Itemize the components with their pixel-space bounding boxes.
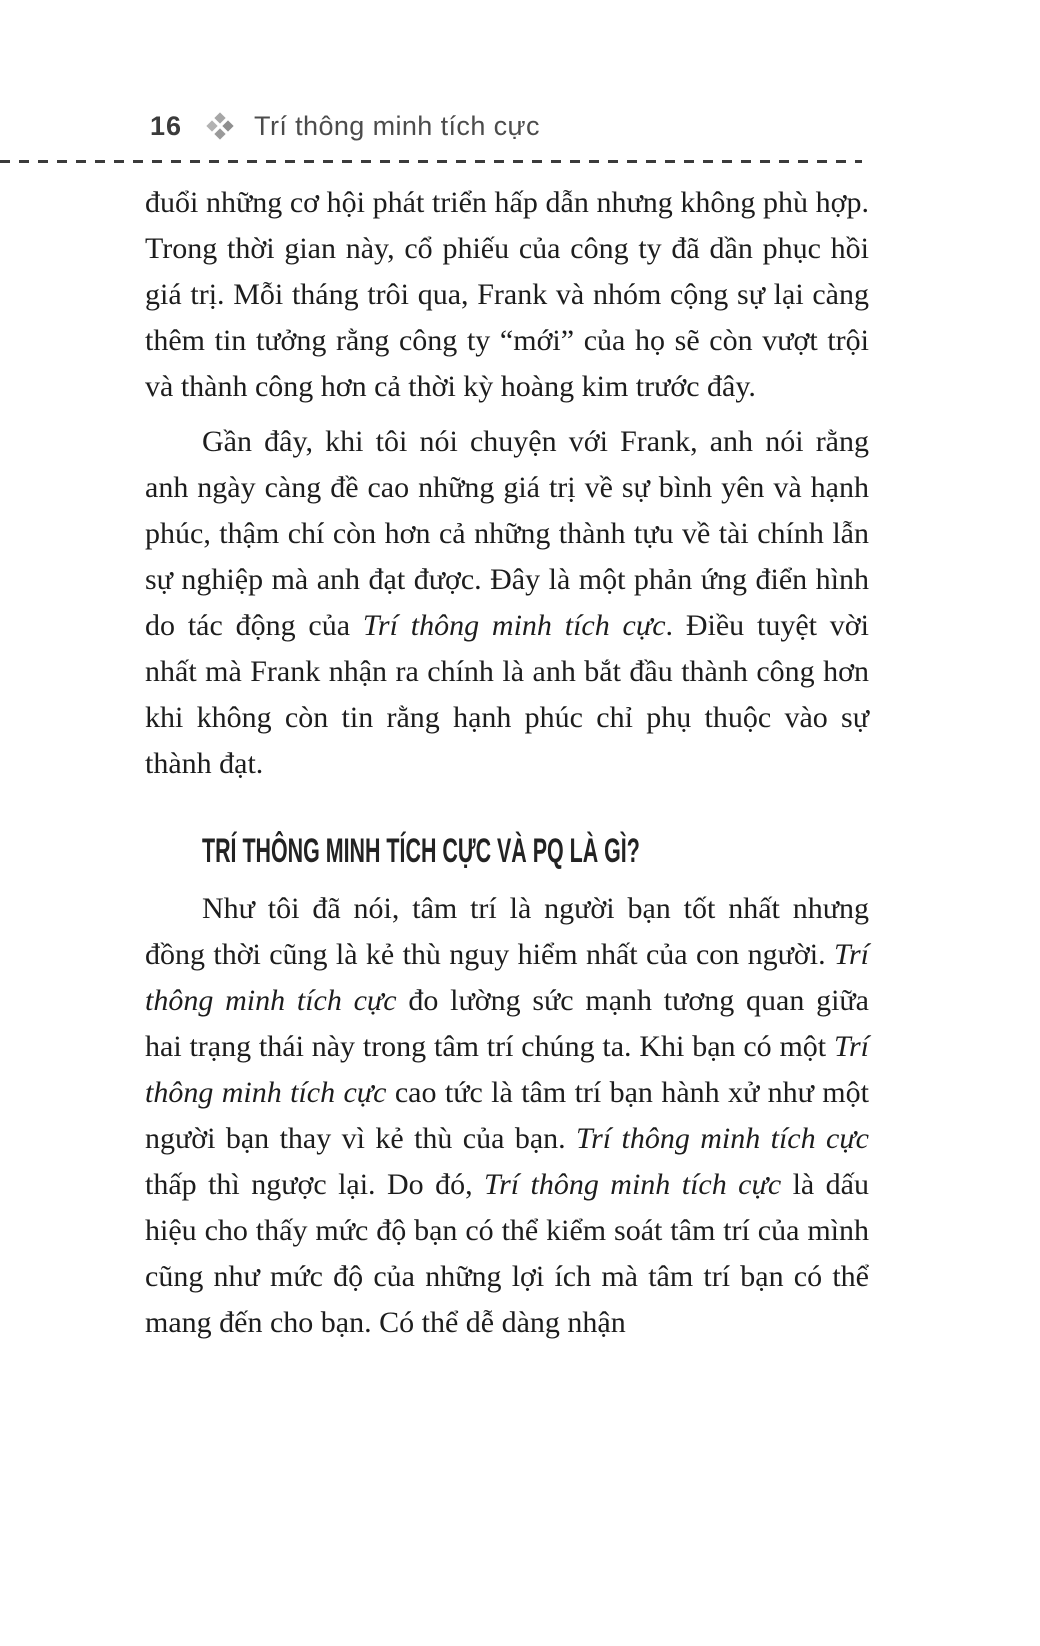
italic-text-run: Trí thông minh tích cực — [362, 609, 666, 642]
text-run: cao tức là tâm trí bạn hành xử như một người bạn thay vì kẻ thù của bạn. — [145, 1076, 869, 1155]
text-run: Gần đây, khi tôi nói chuyện với Frank, anh nói rằng anh ngày càng đề cao những giá trị về sự bình yên và hạnh phúc, thậm chí còn hơn cả những thành tựu về tài chính lẫn sự nghiệp mà anh đạt được. Đây là một phản ứng điển hình do tác động của — [145, 425, 869, 642]
section-heading: TRÍ THÔNG MINH TÍCH CỰC VÀ PQ LÀ GÌ? — [202, 832, 640, 870]
page-header — [150, 108, 540, 144]
four-diamond-ornament-icon — [208, 114, 232, 138]
body-paragraph — [145, 180, 869, 410]
body-paragraph — [145, 886, 869, 1346]
page-body — [145, 180, 869, 1346]
page-number: 16 — [150, 110, 183, 141]
italic-text-run: Trí thông minh tích cực — [145, 938, 869, 1017]
text-run: . Điều tuyệt vời nhất mà Frank nhận ra chính là anh bắt đầu thành công hơn khi không còn tin rằng hạnh phúc chỉ phụ thuộc vào sự thành đạt. — [145, 609, 869, 780]
text-run: là dấu hiệu cho thấy mức độ bạn có thể kiểm soát tâm trí của mình cũng như mức độ của những lợi ích mà tâm trí bạn có thể mang đến cho bạn. Có thể dễ dàng nhận — [145, 1168, 869, 1339]
italic-text-run: Trí thông minh tích cực — [484, 1168, 782, 1201]
header-divider — [0, 160, 862, 163]
body-paragraph — [145, 419, 869, 787]
text-run: đo lường sức mạnh tương quan giữa hai trạng thái này trong tâm trí chúng ta. Khi bạn có một — [145, 984, 869, 1063]
italic-text-run: Trí thông minh tích cực — [145, 1030, 869, 1109]
text-run: Như tôi đã nói, tâm trí là người bạn tốt nhất nhưng đồng thời cũng là kẻ thù nguy hiểm nhất của con người. — [145, 892, 869, 971]
text-run: đuổi những cơ hội phát triển hấp dẫn nhưng không phù hợp. Trong thời gian này, cổ phiếu của công ty đã dần phục hồi giá trị. Mỗi tháng trôi qua, Frank và nhóm cộng sự lại càng thêm tin tưởng rằng công ty “mới” của họ sẽ còn vượt trội và thành công hơn cả thời kỳ hoàng kim trước đây. — [145, 186, 869, 403]
italic-text-run: Trí thông minh tích cực — [576, 1122, 869, 1155]
text-run: thấp thì ngược lại. Do đó, — [145, 1168, 485, 1201]
running-title: Trí thông minh tích cực — [254, 110, 540, 141]
